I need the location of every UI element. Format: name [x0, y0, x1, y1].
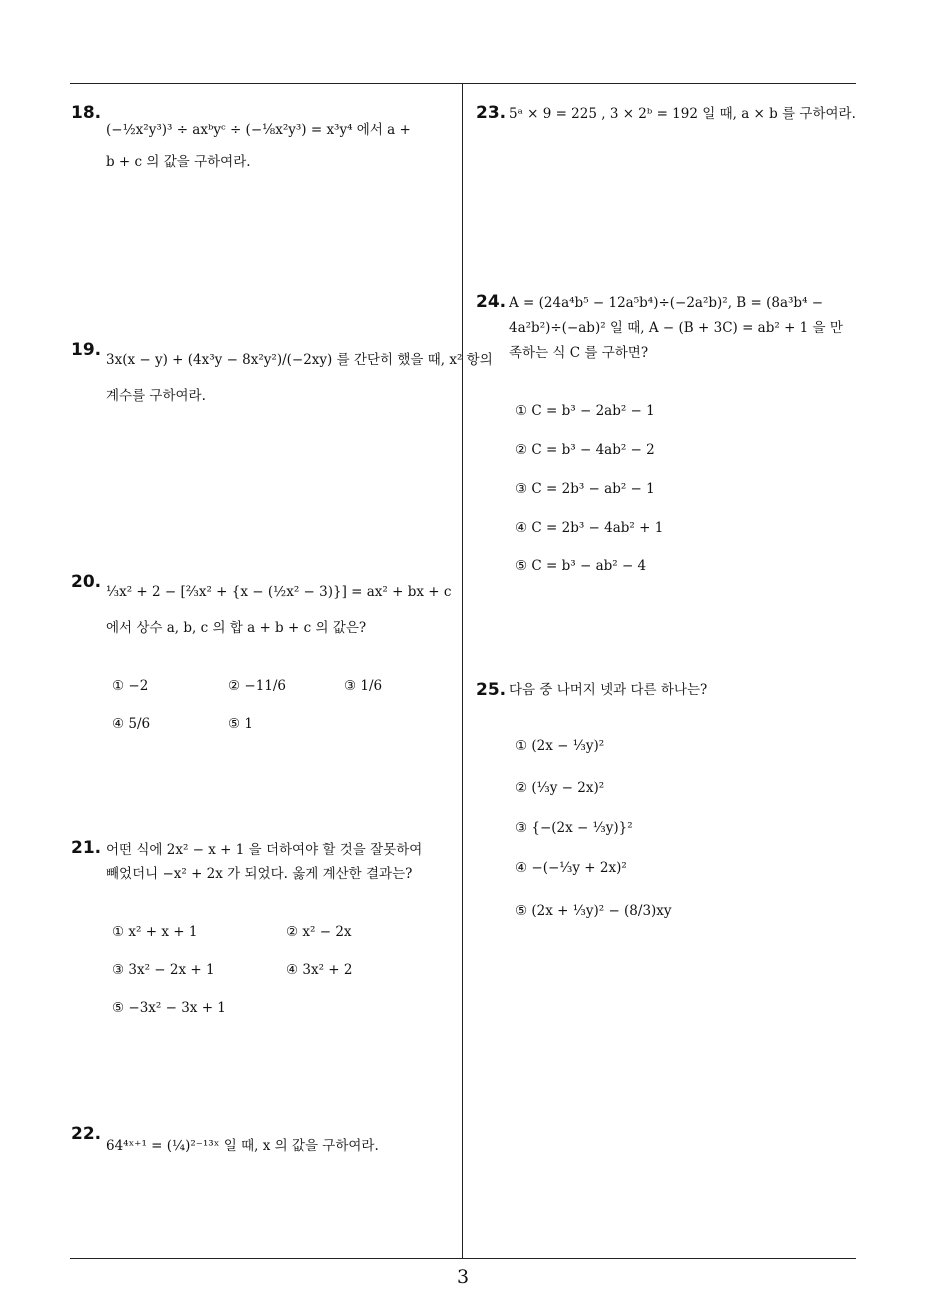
- problem-text: 계수를 구하여라.: [106, 388, 206, 404]
- answer-option: ③ C = 2b³ − ab² − 1: [515, 481, 655, 497]
- problem-text: 3x(x − y) + (4x³y − 8x²y²)/(−2xy) 를 간단히 했을 때, x² 항의: [106, 352, 493, 368]
- problem-text: 어떤 식에 2x² − x + 1 을 더하여야 할 것을 잘못하여: [106, 842, 423, 858]
- problem-text: b + c 의 값을 구하여라.: [106, 154, 251, 170]
- answer-option: ⑤ (2x + ⅓y)² − (8/3)xy: [515, 903, 672, 919]
- problem-number: 18.: [71, 103, 102, 123]
- answer-option: ④ 5/6: [112, 716, 151, 732]
- problem-text: 5ᵃ × 9 = 225 , 3 × 2ᵇ = 192 일 때, a × b 를 구하여라.: [509, 106, 856, 122]
- problem-text: 빼었더니 −x² + 2x 가 되었다. 옳게 계산한 결과는?: [106, 866, 413, 882]
- problem-number: 20.: [71, 572, 102, 592]
- answer-option: ② −11/6: [228, 678, 287, 694]
- answer-option: ① x² + x + 1: [112, 924, 198, 940]
- problem-text: ⅓x² + 2 − [⅔x² + {x − (½x² − 3)}] = ax² + bx + c: [106, 584, 452, 600]
- answer-option: ① (2x − ⅓y)²: [515, 738, 605, 754]
- answer-option: ③ 3x² − 2x + 1: [112, 962, 215, 978]
- problem-number: 25.: [476, 680, 507, 700]
- problem-text: A = (24a⁴b⁵ − 12a⁵b⁴)÷(−2a²b)², B = (8a³b⁴ −: [509, 295, 824, 311]
- problem-number: 21.: [71, 838, 102, 858]
- top-rule: [70, 83, 856, 84]
- answer-option: ① C = b³ − 2ab² − 1: [515, 403, 655, 419]
- bottom-rule: [70, 1258, 856, 1259]
- problem-text: 4a²b²)÷(−ab)² 일 때, A − (B + 3C) = ab² + 1 을 만: [509, 320, 843, 336]
- answer-option: ⑤ −3x² − 3x + 1: [112, 1000, 226, 1016]
- answer-option: ③ 1/6: [344, 678, 383, 694]
- problem-text: 족하는 식 C 를 구하면?: [509, 345, 649, 361]
- problem-number: 19.: [71, 340, 102, 360]
- answer-option: ④ C = 2b³ − 4ab² + 1: [515, 520, 664, 536]
- column-divider: [462, 83, 463, 1259]
- answer-option: ⑤ 1: [228, 716, 253, 732]
- answer-option: ③ {−(2x − ⅓y)}²: [515, 820, 633, 836]
- problem-number: 24.: [476, 292, 507, 312]
- problem-text: 다음 중 나머지 넷과 다른 하나는?: [509, 682, 708, 698]
- problem-text: 64⁴ˣ⁺¹ = (¼)²⁻¹³ˣ 일 때, x 의 값을 구하여라.: [106, 1138, 379, 1154]
- answer-option: ② C = b³ − 4ab² − 2: [515, 442, 655, 458]
- answer-option: ④ −(−⅓y + 2x)²: [515, 860, 627, 876]
- answer-option: ⑤ C = b³ − ab² − 4: [515, 558, 647, 574]
- problem-text: (−½x²y³)³ ÷ axᵇyᶜ ÷ (−⅛x²y³) = x³y⁴ 에서 a +: [106, 122, 411, 138]
- answer-option: ② x² − 2x: [286, 924, 352, 940]
- answer-option: ① −2: [112, 678, 149, 694]
- answer-option: ② (⅓y − 2x)²: [515, 780, 605, 796]
- answer-option: ④ 3x² + 2: [286, 962, 353, 978]
- problem-text: 에서 상수 a, b, c 의 합 a + b + c 의 값은?: [106, 620, 367, 636]
- problem-number: 22.: [71, 1124, 102, 1144]
- page-number: 3: [456, 1266, 470, 1288]
- problem-number: 23.: [476, 103, 507, 123]
